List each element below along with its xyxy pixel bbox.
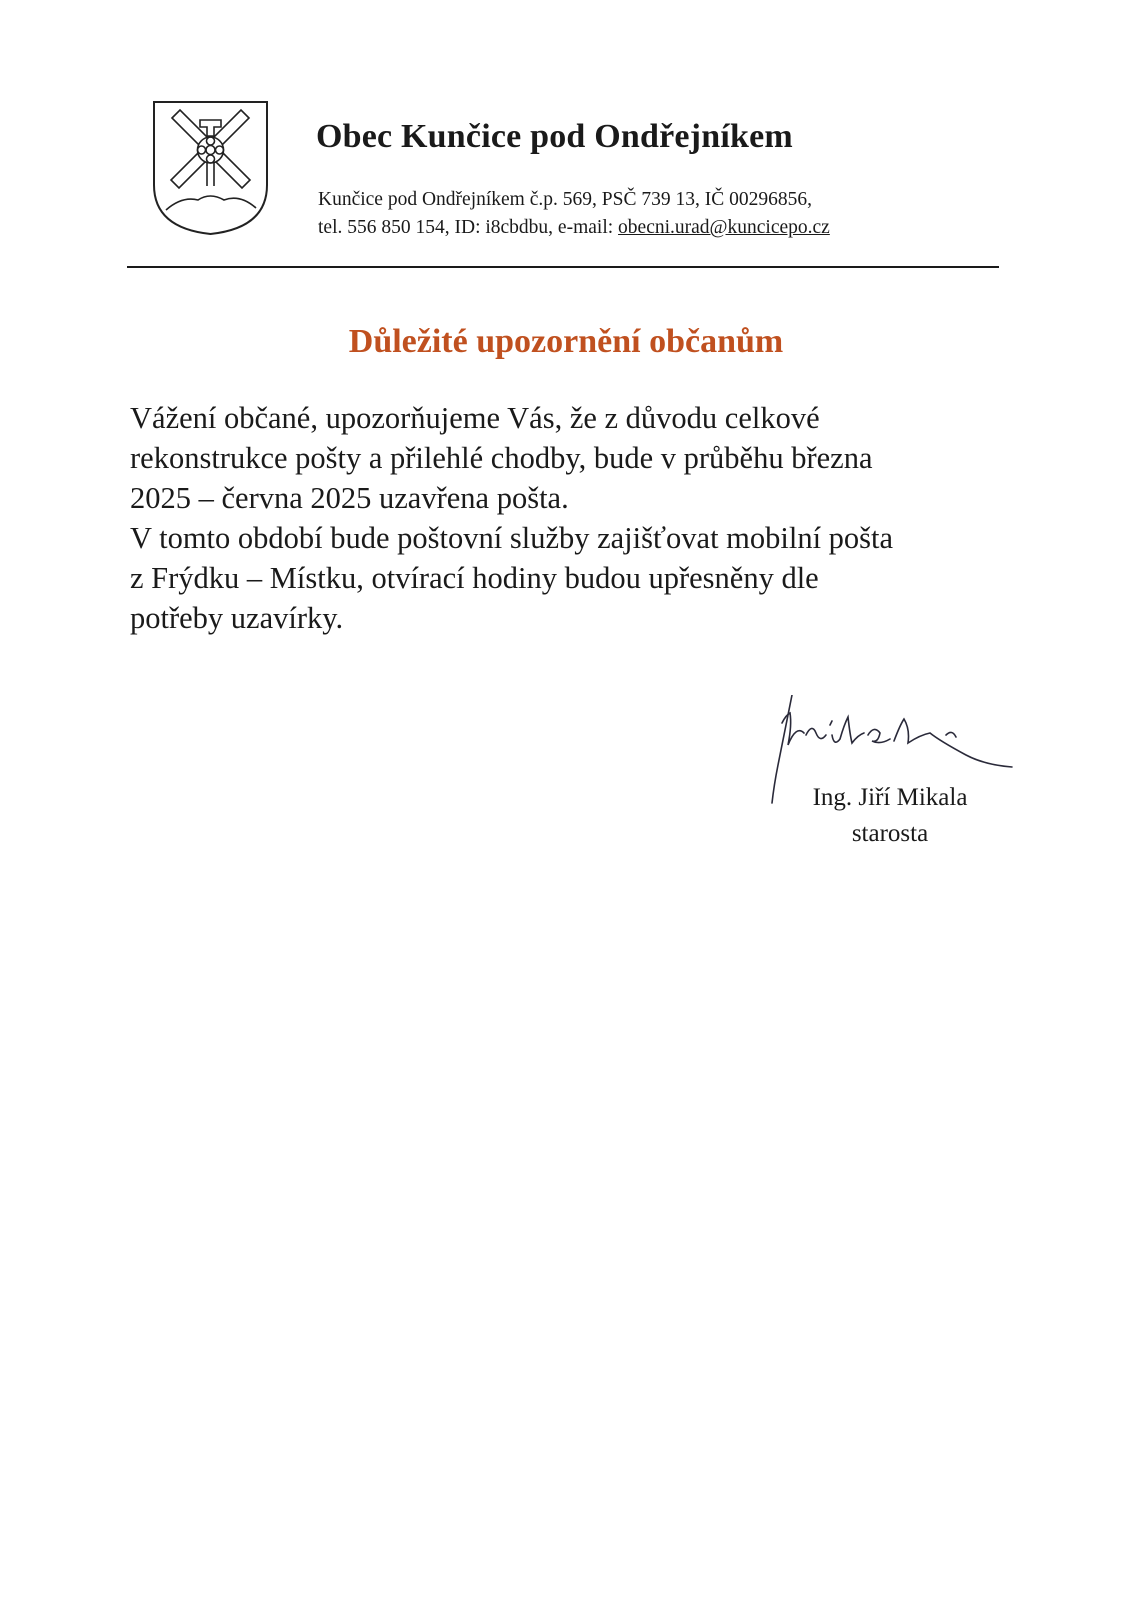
address-block <box>318 186 830 242</box>
notice-line: 2025 – června 2025 uzavřena pošta. <box>130 481 569 515</box>
notice-title: Důležité upozornění občanům <box>348 323 784 360</box>
coat-of-arms-icon <box>152 100 269 236</box>
email-link[interactable]: obecni.urad@kuncicepo.cz <box>618 217 830 238</box>
organization-name: Obec Kunčice pod Ondřejníkem <box>316 118 793 155</box>
address-line: Kunčice pod Ondřejníkem č.p. 569, PSČ 739 13, IČ 00296856, <box>318 189 812 210</box>
notice-line: z Frýdku – Místku, otvírací hodiny budou upřesněny dle <box>130 561 819 595</box>
notice-line: V tomto období bude poštovní služby zajišťovat mobilní pošta <box>130 521 894 555</box>
contact-prefix: tel. 556 850 154, ID: i8cbdbu, e-mail: <box>318 217 619 238</box>
signer-role: starosta <box>851 820 929 847</box>
notice-line: rekonstrukce pošty a přilehlé chodby, bude v průběhu března <box>130 441 873 475</box>
notice-body <box>130 398 1030 638</box>
notice-line: potřeby uzavírky. <box>130 601 344 635</box>
notice-line: Vážení občané, upozorňujeme Vás, že z důvodu celkové <box>130 401 820 435</box>
contact-line <box>318 214 830 242</box>
signer-name: Ing. Jiří Mikala <box>812 784 968 811</box>
signer-block <box>780 780 1000 852</box>
header-divider <box>127 266 999 268</box>
